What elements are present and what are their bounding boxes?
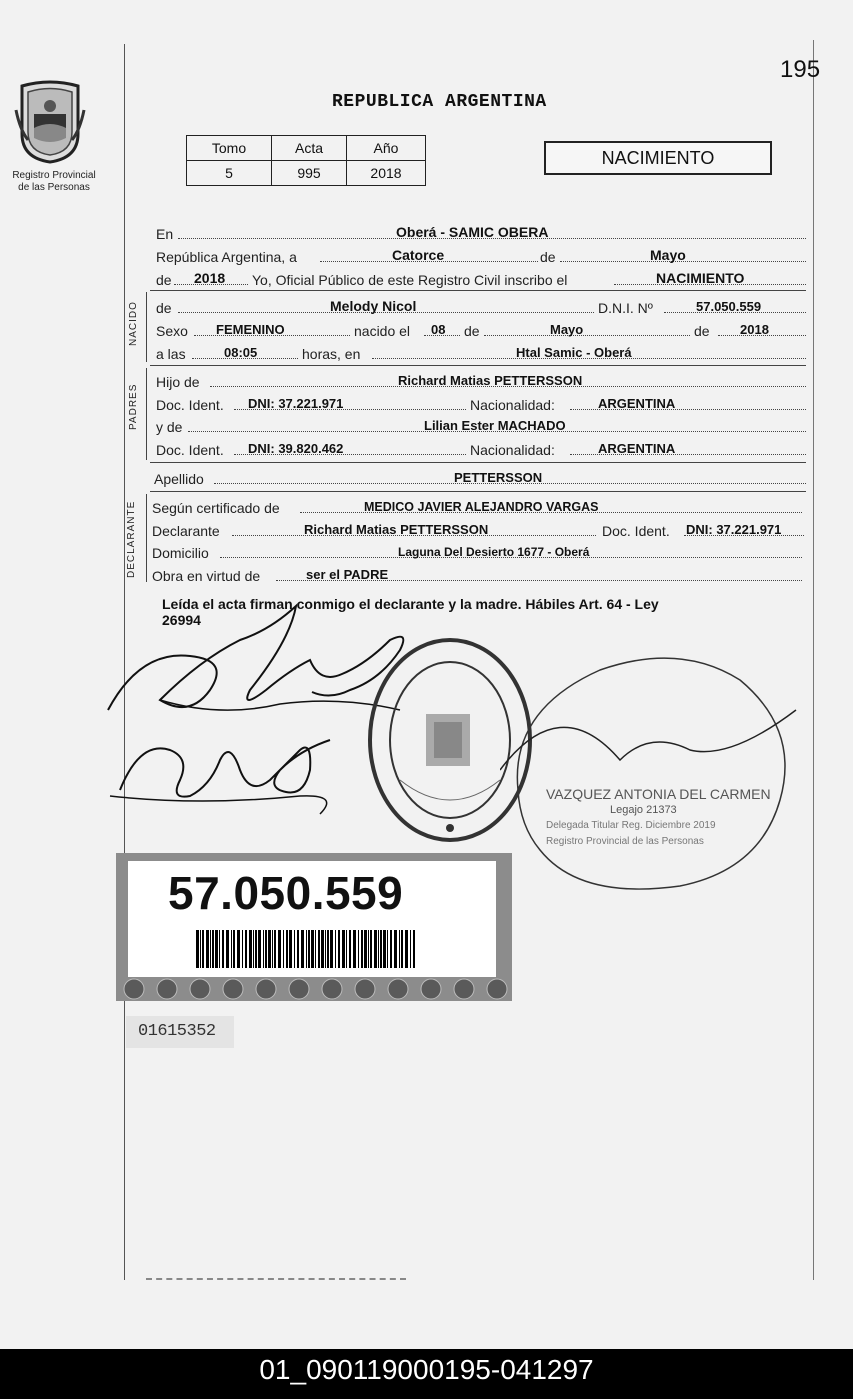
row-obra — [152, 564, 802, 584]
domicilio-value: Laguna Del Desierto 1677 - Oberá — [398, 545, 590, 559]
birth-month: Mayo — [550, 322, 584, 337]
row-republica — [156, 245, 806, 265]
row-certificado — [152, 496, 802, 516]
de-label: de — [540, 249, 556, 265]
en-label: En — [156, 226, 174, 242]
logo-caption — [4, 170, 104, 194]
father-nac-label: Nacionalidad: — [470, 397, 555, 413]
declarante-doc-label: Doc. Ident. — [602, 523, 670, 539]
obra-label: Obra en virtud de — [152, 568, 261, 584]
sexo-label: Sexo — [156, 323, 188, 339]
official-oval-stamp — [500, 650, 800, 896]
child-dni: 57.050.559 — [696, 299, 762, 314]
mother-name: Lilian Ester MACHADO — [424, 418, 566, 433]
row-mother-doc — [156, 438, 806, 458]
day-value: Catorce — [392, 247, 445, 263]
a-las-label: a las — [156, 346, 186, 362]
certificado-value: MEDICO JAVIER ALEJANDRO VARGAS — [364, 500, 599, 514]
acta-header: Acta — [272, 136, 347, 161]
de2-label: de — [156, 272, 172, 288]
official-legajo: Legajo 21373 — [610, 804, 677, 816]
nacido-side-label: NACIDO — [128, 301, 139, 346]
oficial-text: Yo, Oficial Público de este Registro Civil inscribo el — [252, 272, 568, 288]
apellido-label: Apellido — [154, 471, 204, 487]
nacido-de3-label: de — [694, 323, 710, 339]
closing-line2: 26994 — [162, 612, 201, 628]
declarante-doc: DNI: 37.221.971 — [686, 522, 782, 537]
logo-caption-line2: de las Personas — [18, 182, 90, 193]
declarante-value: Richard Matias PETTERSSON — [304, 522, 489, 537]
mother-nationality: ARGENTINA — [598, 441, 676, 456]
padres-side-label: PADRES — [128, 383, 139, 430]
mother-nac-label: Nacionalidad: — [470, 442, 555, 458]
barcode-bars — [196, 930, 418, 968]
row-sexo — [156, 319, 806, 339]
official-registry: Registro Provincial de las Personas — [546, 836, 704, 847]
obra-value: ser el PADRE — [306, 567, 389, 582]
birth-day: 08 — [431, 322, 446, 337]
tomo-header: Tomo — [187, 136, 272, 161]
row-father-doc — [156, 393, 806, 413]
en-value: Oberá - SAMIC OBERA — [396, 224, 549, 240]
anio-header: Año — [347, 136, 426, 161]
hijo-de-label: Hijo de — [156, 374, 200, 390]
birth-place: Htal Samic - Oberá — [516, 345, 632, 360]
scan-artifact — [146, 1274, 406, 1280]
row-anio — [156, 268, 806, 288]
nacido-de2-label: de — [464, 323, 480, 339]
father-doc-label: Doc. Ident. — [156, 397, 224, 413]
sexo-value: FEMENINO — [216, 322, 285, 337]
mother-doc: DNI: 39.820.462 — [248, 441, 344, 456]
page-number: 195 — [780, 56, 821, 83]
row-declarante — [152, 519, 802, 539]
closing-line1: Leída el acta firman conmigo el declarante y la madre. Hábiles Art. 64 - Ley — [162, 596, 659, 612]
child-name: Melody Nicol — [330, 298, 417, 314]
birth-hour: 08:05 — [224, 345, 258, 360]
y-de-label: y de — [156, 419, 183, 435]
document-title: REPUBLICA ARGENTINA — [332, 92, 547, 112]
nacido-el-label: nacido el — [354, 323, 411, 339]
row-nombre — [156, 296, 806, 316]
tomo-acta-anio-table — [186, 135, 426, 186]
anio-value: 2018 — [347, 161, 426, 186]
provincia-misiones-seal-logo — [14, 80, 86, 164]
row-hora — [156, 342, 806, 362]
domicilio-label: Domicilio — [152, 545, 209, 561]
acta-value: 995 — [272, 161, 347, 186]
official-name: VAZQUEZ ANTONIA DEL CARMEN — [546, 786, 771, 802]
certificado-label: Según certificado de — [152, 500, 280, 516]
declarante-label: Declarante — [152, 523, 220, 539]
birth-year: 2018 — [740, 322, 769, 337]
logo-caption-line1: Registro Provincial — [12, 170, 96, 181]
father-nationality: ARGENTINA — [598, 396, 676, 411]
scan-footer-id: 01_090119000195-041297 — [0, 1349, 853, 1399]
official-role: Delegada Titular Reg. Diciembre 2019 — [546, 820, 716, 831]
dni-label: D.N.I. Nº — [598, 300, 653, 316]
row-en — [156, 222, 806, 242]
month-value: Mayo — [650, 247, 686, 263]
barcode-number: 57.050.559 — [168, 867, 404, 919]
row-y-de — [156, 415, 806, 435]
father-name: Richard Matias PETTERSSON — [398, 373, 583, 388]
tomo-value: 5 — [187, 161, 272, 186]
row-apellido — [154, 467, 804, 487]
apellido-value: PETTERSSON — [454, 470, 543, 485]
official-stamp-text — [546, 786, 786, 850]
republica-label: República Argentina, a — [156, 249, 297, 265]
row-hijo-de — [156, 370, 806, 390]
tipo-value: NACIMIENTO — [656, 270, 745, 286]
document-type-box: NACIMIENTO — [544, 141, 772, 175]
right-margin-line — [813, 40, 814, 1280]
registry-r-pattern — [118, 978, 510, 1000]
mother-doc-label: Doc. Ident. — [156, 442, 224, 458]
nacido-de-label: de — [156, 300, 172, 316]
horas-en-label: horas, en — [302, 346, 361, 362]
declarante-side-label: DECLARANTE — [126, 500, 137, 578]
row-domicilio — [152, 541, 802, 561]
serial-number: 01615352 — [138, 1022, 216, 1041]
father-doc: DNI: 37.221.971 — [248, 396, 344, 411]
year-value: 2018 — [194, 270, 226, 286]
